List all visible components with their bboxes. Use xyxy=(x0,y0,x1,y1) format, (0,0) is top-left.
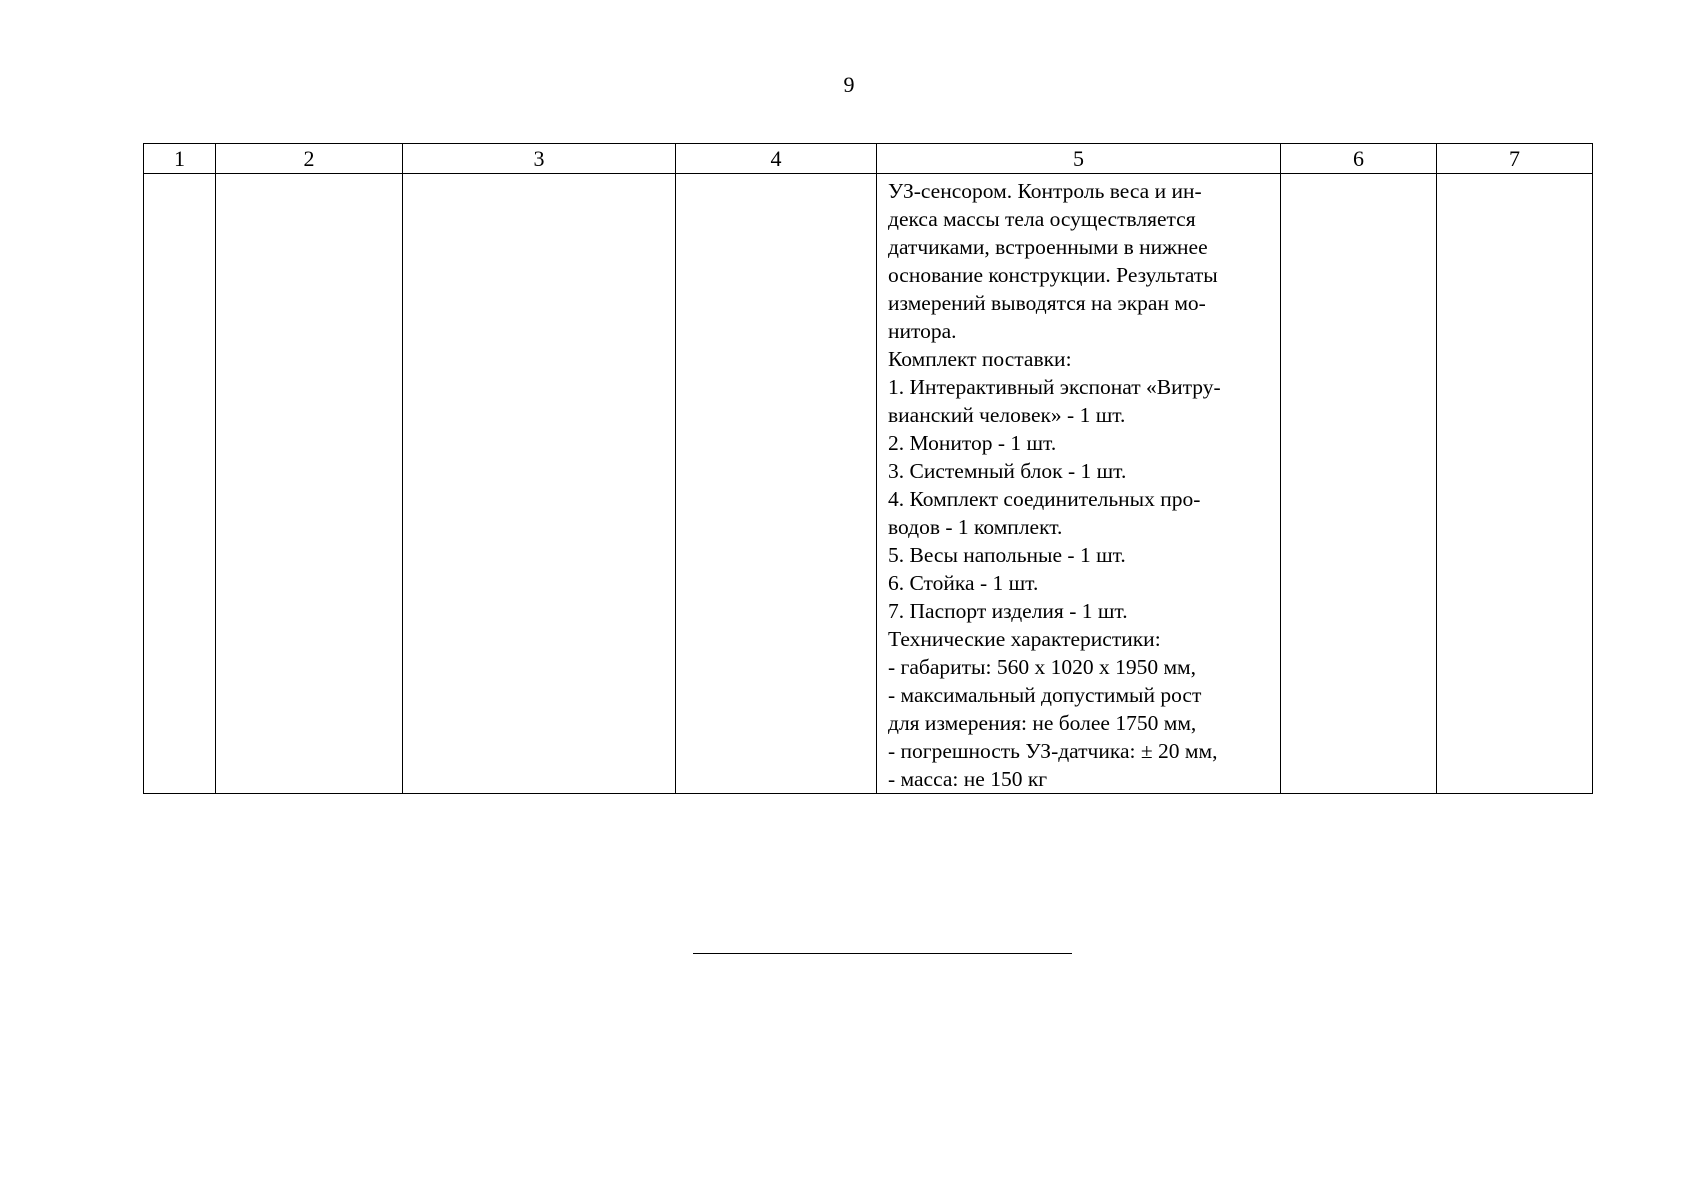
description-line: 1. Интерактивный экспонат «Витру- xyxy=(888,375,1221,399)
description-line: Комплект поставки: xyxy=(888,347,1072,371)
description-line: 6. Стойка - 1 шт. xyxy=(888,571,1039,595)
description-line: - максимальный допустимый рост xyxy=(888,683,1202,707)
cell-col-4 xyxy=(676,174,877,794)
cell-col-6 xyxy=(1281,174,1437,794)
description-line: - погрешность УЗ-датчика: ± 20 мм, xyxy=(888,739,1218,763)
description-line: датчиками, встроенными в нижнее xyxy=(888,235,1208,259)
specification-table xyxy=(143,143,1593,794)
cell-col-1 xyxy=(144,174,216,794)
end-of-document-rule xyxy=(693,953,1072,954)
description-line: 5. Весы напольные - 1 шт. xyxy=(888,543,1126,567)
product-description xyxy=(877,174,1280,793)
description-line: Технические характеристики: xyxy=(888,627,1161,651)
description-line: водов - 1 комплект. xyxy=(888,515,1063,539)
column-header-5: 5 xyxy=(877,144,1281,174)
column-header-1: 1 xyxy=(144,144,216,174)
column-header-7: 7 xyxy=(1437,144,1593,174)
description-line: вианский человек» - 1 шт. xyxy=(888,403,1126,427)
column-header-2: 2 xyxy=(216,144,403,174)
description-line: декса массы тела осуществляется xyxy=(888,207,1196,231)
cell-col-3 xyxy=(403,174,676,794)
description-line: - габариты: 560 х 1020 х 1950 мм, xyxy=(888,655,1197,679)
cell-col-7 xyxy=(1437,174,1593,794)
table-row xyxy=(144,174,1593,794)
cell-col-2 xyxy=(216,174,403,794)
description-line: УЗ-сенсором. Контроль веса и ин- xyxy=(888,179,1202,203)
description-line: нитора. xyxy=(888,319,957,343)
page-number: 9 xyxy=(843,72,855,97)
description-line: - масса: не 150 кг xyxy=(888,767,1048,791)
description-line: 7. Паспорт изделия - 1 шт. xyxy=(888,599,1128,623)
description-line: 4. Комплект соединительных про- xyxy=(888,487,1201,511)
description-line: 3. Системный блок - 1 шт. xyxy=(888,459,1127,483)
table-header-row xyxy=(144,144,1593,174)
column-header-4: 4 xyxy=(676,144,877,174)
description-line: для измерения: не более 1750 мм, xyxy=(888,711,1197,735)
description-line: измерений выводятся на экран мо- xyxy=(888,291,1206,315)
column-header-6: 6 xyxy=(1281,144,1437,174)
description-line: 2. Монитор - 1 шт. xyxy=(888,431,1057,455)
column-header-3: 3 xyxy=(403,144,676,174)
description-line: основание конструкции. Результаты xyxy=(888,263,1218,287)
cell-col-5 xyxy=(877,174,1281,794)
